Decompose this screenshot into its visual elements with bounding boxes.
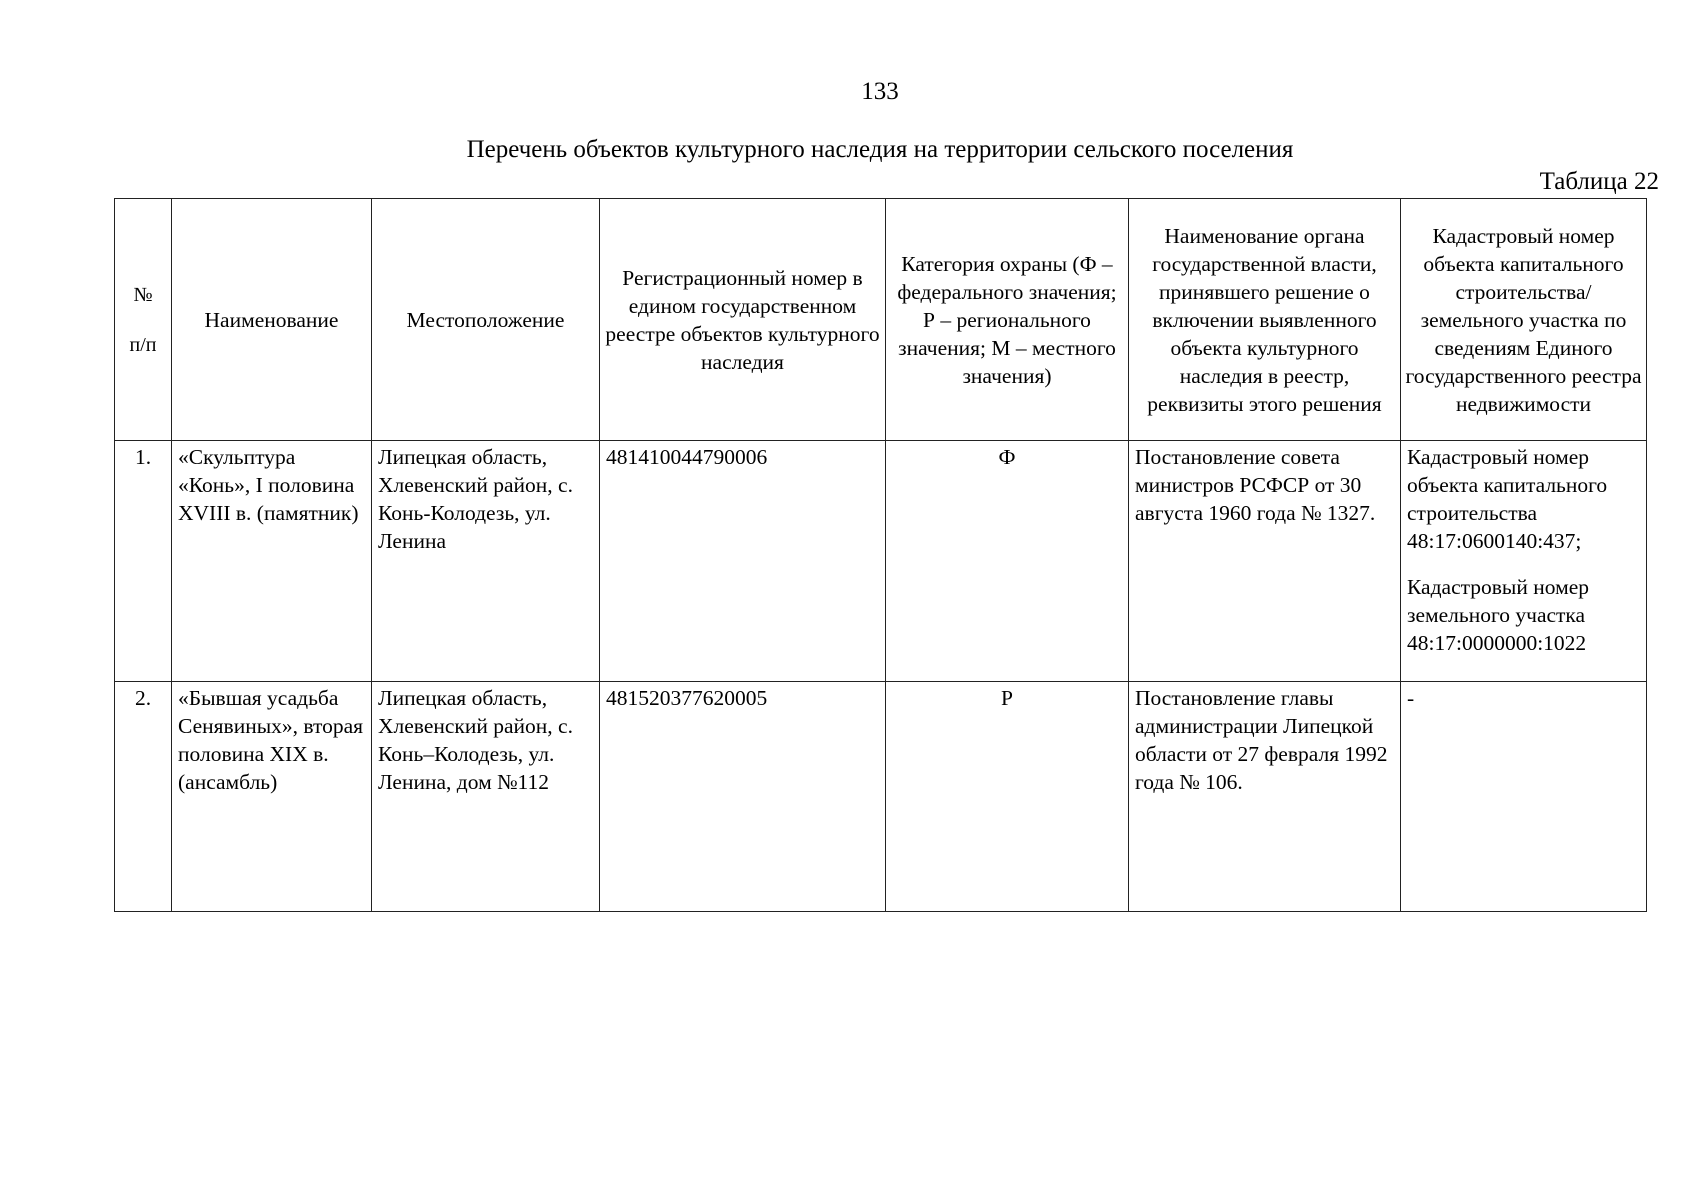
header-location: Местоположение xyxy=(372,199,600,441)
header-number-abbr: п/п xyxy=(129,333,157,356)
table-row xyxy=(115,682,1647,912)
cadastral-land-number: Кадастровый номер земельного участка 48:17:0000000:1022 xyxy=(1407,575,1590,655)
registration-number: 481520377620005 xyxy=(600,682,886,912)
header-number-symbol: № xyxy=(133,283,153,306)
authority-decision: Постановление главы администрации Липецкой области от 27 февраля 1992 года № 106. xyxy=(1129,682,1401,912)
row-number: 2. xyxy=(115,682,172,912)
cadastral-building-number: Кадастровый номер объекта капитального строительства 48:17:0600140:437; xyxy=(1407,445,1608,553)
header-authority: Наименование органа государственной власти, принявшего решение о включении выявленного объекта культурного наследия в реестр, реквизиты этого решения xyxy=(1129,199,1401,441)
cadastral-cell xyxy=(1401,441,1647,682)
header-category: Категория охраны (Ф – федерального значения; Р – регионального значения; М – местного значения) xyxy=(886,199,1129,441)
authority-decision: Постановление совета министров РСФСР от 30 августа 1960 года № 1327. xyxy=(1129,441,1401,682)
cadastral-number: - xyxy=(1407,686,1415,710)
header-name: Наименование xyxy=(172,199,372,441)
object-name: «Скульптура «Конь», I половина XVIII в. (памятник) xyxy=(172,441,372,682)
page-number: 133 xyxy=(861,78,899,105)
object-location: Липецкая область, Хлевенский район, с. Конь-Колодезь, ул. Ленина xyxy=(372,441,600,682)
header-number xyxy=(115,199,172,441)
object-location: Липецкая область, Хлевенский район, с. Конь–Колодезь, ул. Ленина, дом №112 xyxy=(372,682,600,912)
header-cadastral: Кадастровый номер объекта капитального строительства/земельного участка по сведениям Единого государственного реестра недвижимости xyxy=(1401,199,1647,441)
document-title: Перечень объектов культурного наследия на территории сельского поселения xyxy=(466,136,1294,163)
object-name: «Бывшая усадьба Сенявиных», вторая половина XIX в. (ансамбль) xyxy=(172,682,372,912)
cadastral-cell xyxy=(1401,682,1647,912)
row-number: 1. xyxy=(115,441,172,682)
table-header-row xyxy=(115,199,1647,441)
protection-category: Р xyxy=(886,682,1129,912)
protection-category: Ф xyxy=(886,441,1129,682)
table-row xyxy=(115,441,1647,682)
heritage-objects-table xyxy=(114,198,1647,912)
header-registration: Регистрационный номер в едином государственном реестре объектов культурного наследия xyxy=(600,199,886,441)
table-label: Таблица 22 xyxy=(1539,168,1659,195)
registration-number: 481410044790006 xyxy=(600,441,886,682)
